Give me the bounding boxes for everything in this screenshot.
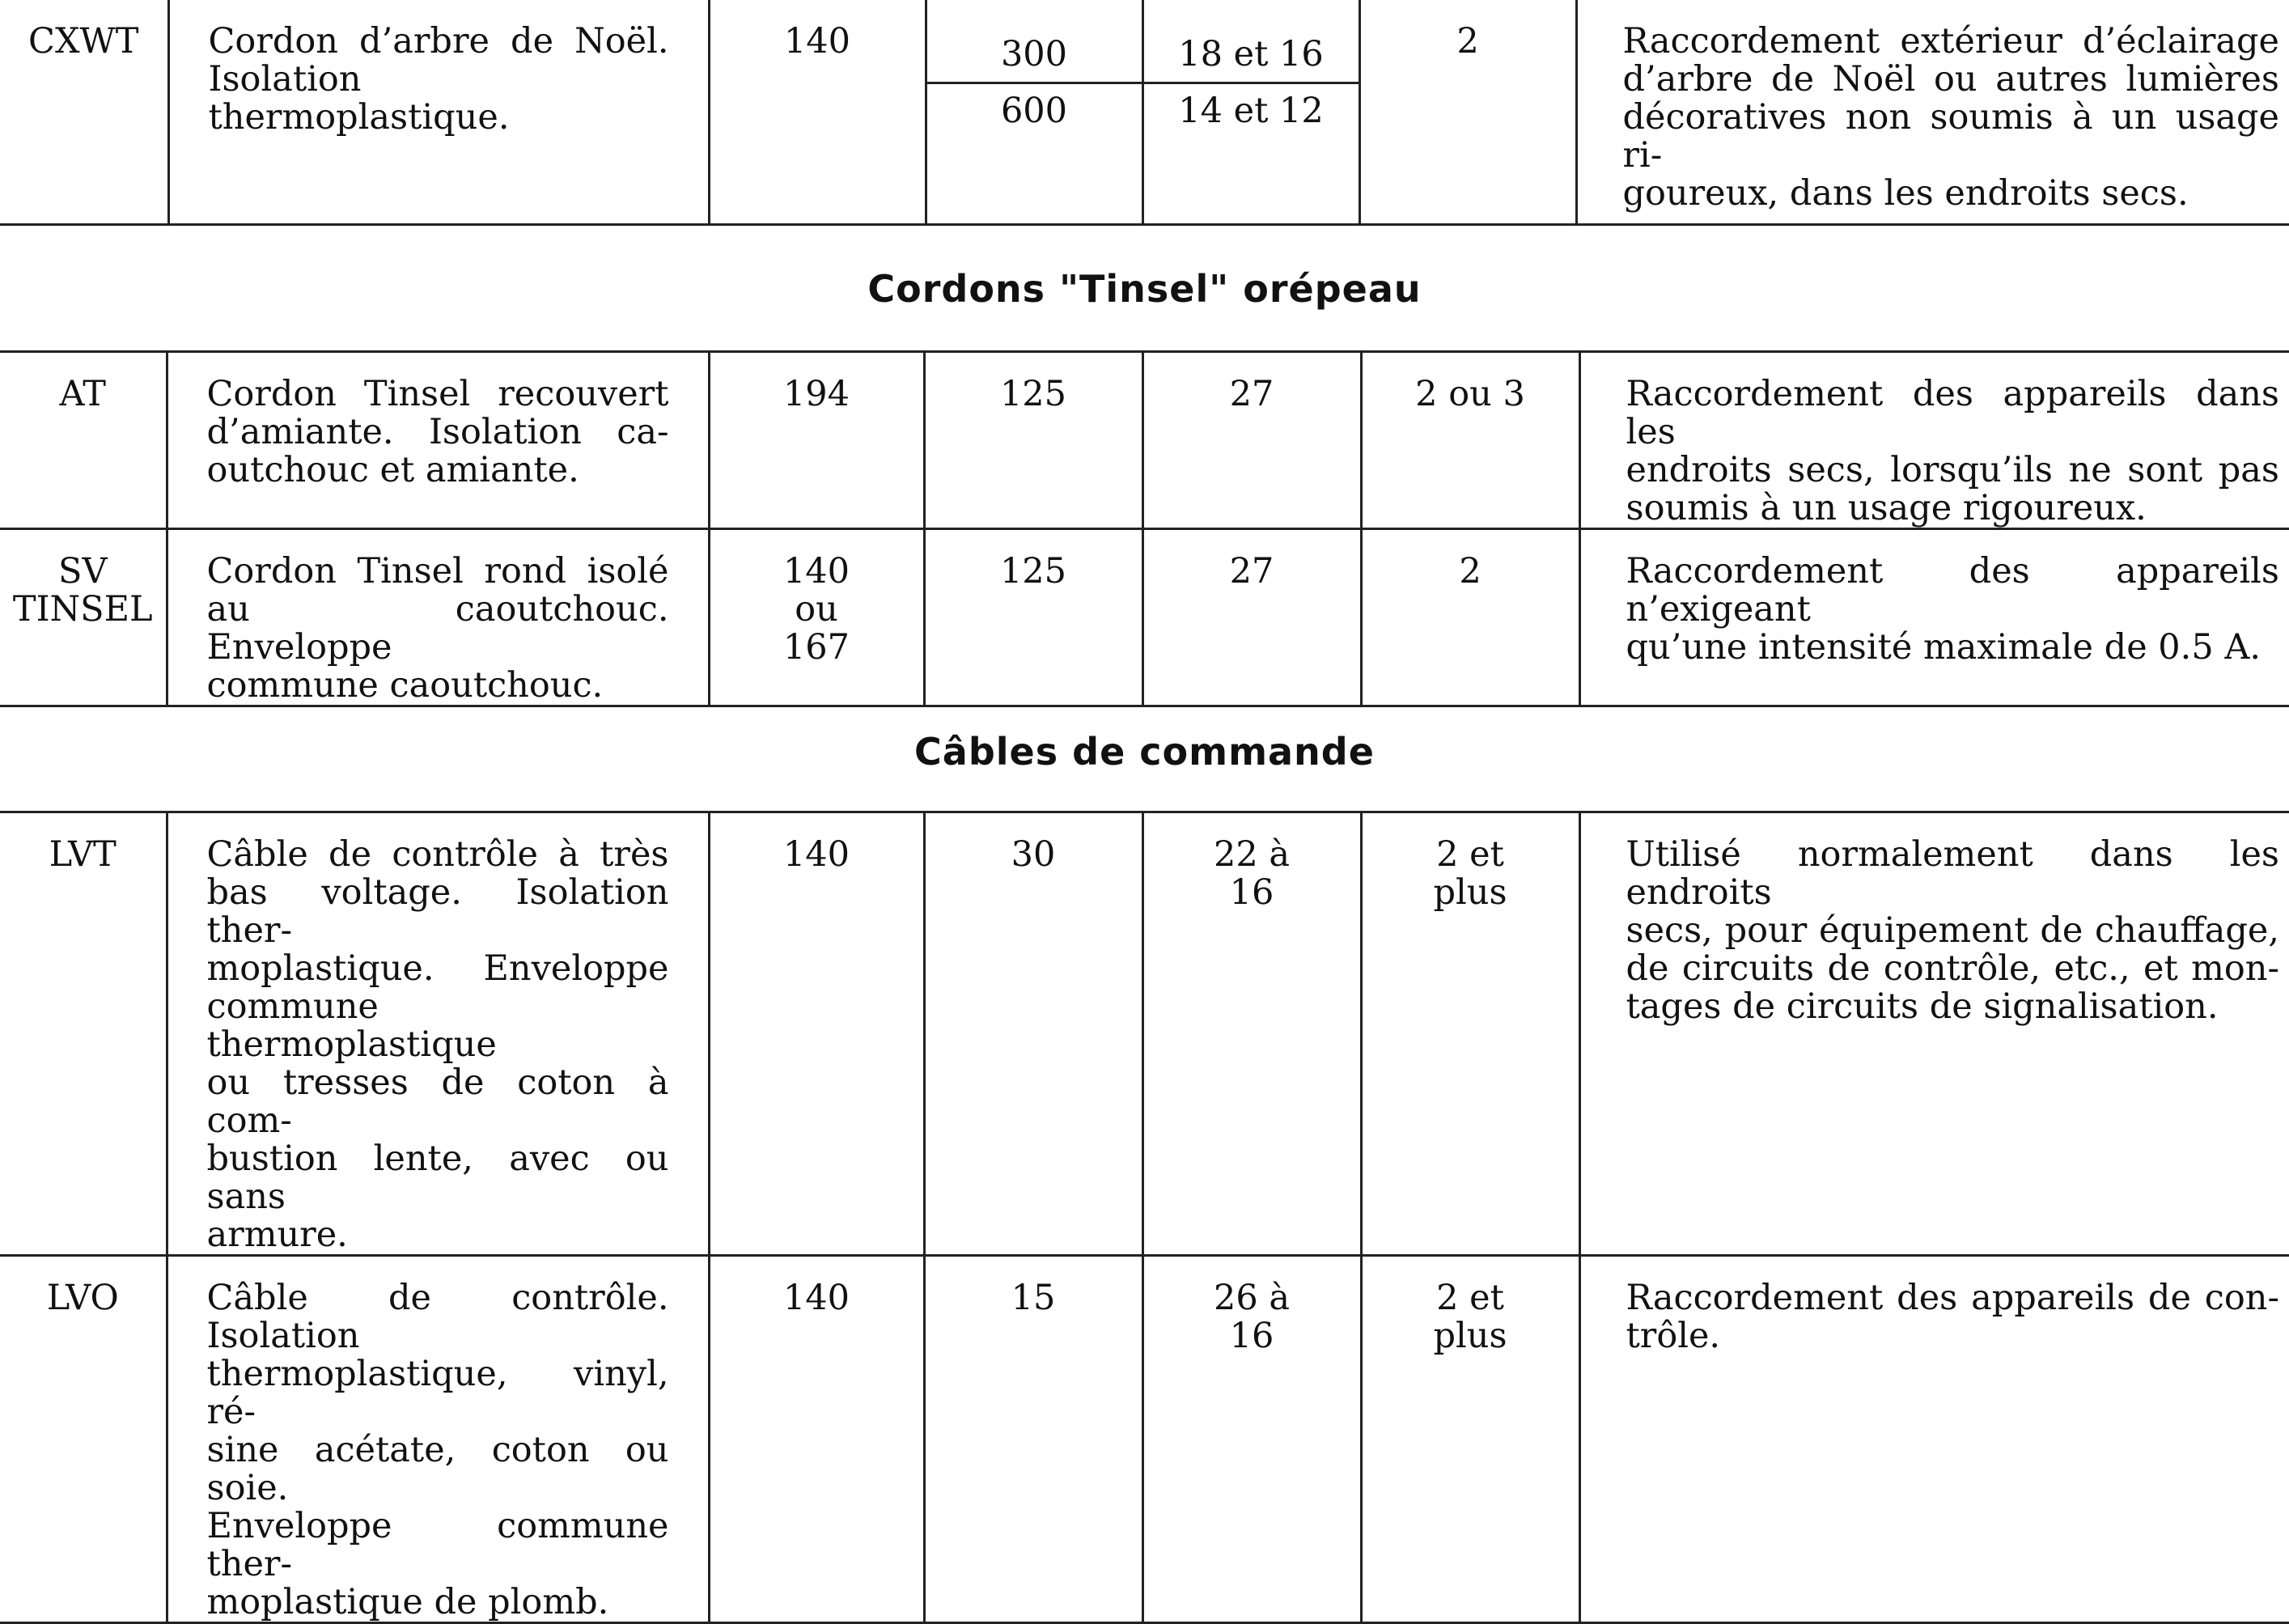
row-description [167, 1256, 709, 1623]
awg-line: 26 à [1213, 1278, 1291, 1318]
desc-line: armure. [206, 1215, 348, 1255]
row-voltage: 15 [924, 1256, 1142, 1623]
desc-line: thermoplastique, vinyl, ré- [206, 1354, 669, 1432]
row-code: LVT [0, 812, 167, 1256]
use-line: trôle. [1626, 1316, 1721, 1356]
use-line: Raccordement des appareils n’exigeant [1626, 551, 2279, 630]
desc-line: Câble de contrôle. Isolation [206, 1278, 669, 1356]
desc-line: commune thermoplastique [206, 986, 497, 1065]
conductors-line: 2 et [1436, 1278, 1504, 1318]
desc-line: outchouc et amiante. [206, 450, 579, 490]
desc-line: ou tresses de coton à com- [206, 1062, 669, 1141]
row-awg [1142, 0, 1359, 225]
desc-line: moplastique de plomb. [206, 1582, 609, 1622]
temp-line: 140 [782, 551, 850, 592]
use-line: Utilisé normalement dans les endroits [1626, 834, 2279, 913]
voltage-value: 600 [1000, 91, 1068, 131]
row-usage [1576, 0, 2289, 225]
desc-line: Isolation thermoplastique. [208, 59, 510, 138]
use-line: décoratives non soumis à un usage ri- [1622, 97, 2279, 176]
row-conductors: 2 ou 3 [1361, 352, 1579, 529]
temp-line: ou [795, 589, 838, 630]
row-conductors: 2 [1361, 529, 1579, 706]
use-line: tages de circuits de signalisation. [1626, 986, 2219, 1027]
use-line: Raccordement des appareils de con- [1626, 1278, 2279, 1318]
row-usage [1579, 352, 2289, 529]
conductors-line: 2 et [1436, 834, 1504, 875]
row-usage [1579, 1256, 2289, 1623]
conductors-line: plus [1433, 872, 1507, 913]
awg-value: 14 et 12 [1178, 91, 1324, 131]
table-row-lvt [0, 812, 2289, 1256]
code-line: SV [57, 551, 108, 592]
conductors-line: plus [1433, 1316, 1507, 1356]
table-cords [0, 0, 2289, 226]
use-line: endroits secs, lorsqu’ils ne sont pas [1626, 450, 2279, 490]
row-awg [1142, 812, 1361, 1256]
use-line: goureux, dans les endroits secs. [1622, 173, 2189, 214]
row-conductors [1361, 1256, 1579, 1623]
row-temperature: 194 [709, 352, 924, 529]
desc-line: bustion lente, avec ou sans [206, 1138, 669, 1217]
use-line: soumis à un usage rigoureux. [1626, 488, 2147, 528]
desc-line: commune caoutchouc. [206, 665, 604, 706]
table-commande [0, 811, 2289, 1624]
row-temperature: 140 [709, 812, 924, 1256]
row-conductors: 2 [1359, 0, 1576, 225]
row-voltage [926, 0, 1142, 225]
awg-line: 16 [1229, 1316, 1274, 1356]
row-voltage: 30 [924, 812, 1142, 1256]
row-temperature: 140 [709, 0, 926, 225]
row-usage [1579, 529, 2289, 706]
row-conductors [1361, 812, 1579, 1256]
use-line: de circuits de contrôle, etc., et mon- [1626, 948, 2279, 989]
code-line: TINSEL [12, 589, 153, 630]
desc-line: au caoutchouc. Enveloppe [206, 589, 669, 668]
row-code: LVO [0, 1256, 167, 1623]
temp-line: 167 [782, 627, 850, 668]
desc-line: Câble de contrôle à très [206, 834, 669, 875]
row-description [167, 812, 709, 1256]
voltage-value: 300 [927, 0, 1142, 84]
desc-line: Cordon Tinsel recouvert [206, 374, 669, 414]
use-line: Raccordement extérieur d’éclairage [1622, 21, 2279, 61]
table-row-at [0, 352, 2289, 529]
row-description [167, 529, 709, 706]
row-temperature: 140 [709, 1256, 924, 1623]
desc-line: moplastique. Enveloppe [206, 948, 669, 989]
section-title-commande: Câbles de commande [914, 730, 1375, 774]
row-description [167, 352, 709, 529]
awg-line: 16 [1229, 872, 1274, 913]
use-line: d’arbre de Noël ou autres lumières [1622, 59, 2279, 100]
table-row-cxwt [0, 0, 2289, 225]
use-line: secs, pour équipement de chauffage, [1626, 910, 2279, 951]
row-code: CXWT [0, 0, 168, 225]
table-tinsel [0, 350, 2289, 707]
row-awg: 27 [1142, 529, 1361, 706]
table-row-sv-tinsel [0, 529, 2289, 706]
awg-value: 18 et 16 [1144, 0, 1359, 84]
row-code: AT [0, 352, 167, 529]
row-usage [1579, 812, 2289, 1256]
desc-line: bas voltage. Isolation ther- [206, 872, 669, 951]
row-description [168, 0, 709, 225]
use-line: Raccordement des appareils dans les [1626, 374, 2279, 452]
row-awg: 27 [1142, 352, 1361, 529]
desc-line: Cordon Tinsel rond isolé [206, 551, 669, 592]
desc-line: Enveloppe commune ther- [206, 1506, 669, 1584]
use-line: qu’une intensité maximale de 0.5 A. [1626, 627, 2261, 668]
row-voltage: 125 [924, 529, 1142, 706]
row-code [0, 529, 167, 706]
desc-line: d’amiante. Isolation ca- [206, 412, 669, 452]
desc-line: Cordon d’arbre de Noël. [208, 21, 669, 61]
section-title-tinsel: Cordons "Tinsel" orépeau [867, 267, 1422, 311]
awg-line: 22 à [1213, 834, 1291, 875]
row-temperature [709, 529, 924, 706]
row-awg [1142, 1256, 1361, 1623]
desc-line: sine acétate, coton ou soie. [206, 1430, 669, 1508]
table-row-lvo [0, 1256, 2289, 1623]
row-voltage: 125 [924, 352, 1142, 529]
